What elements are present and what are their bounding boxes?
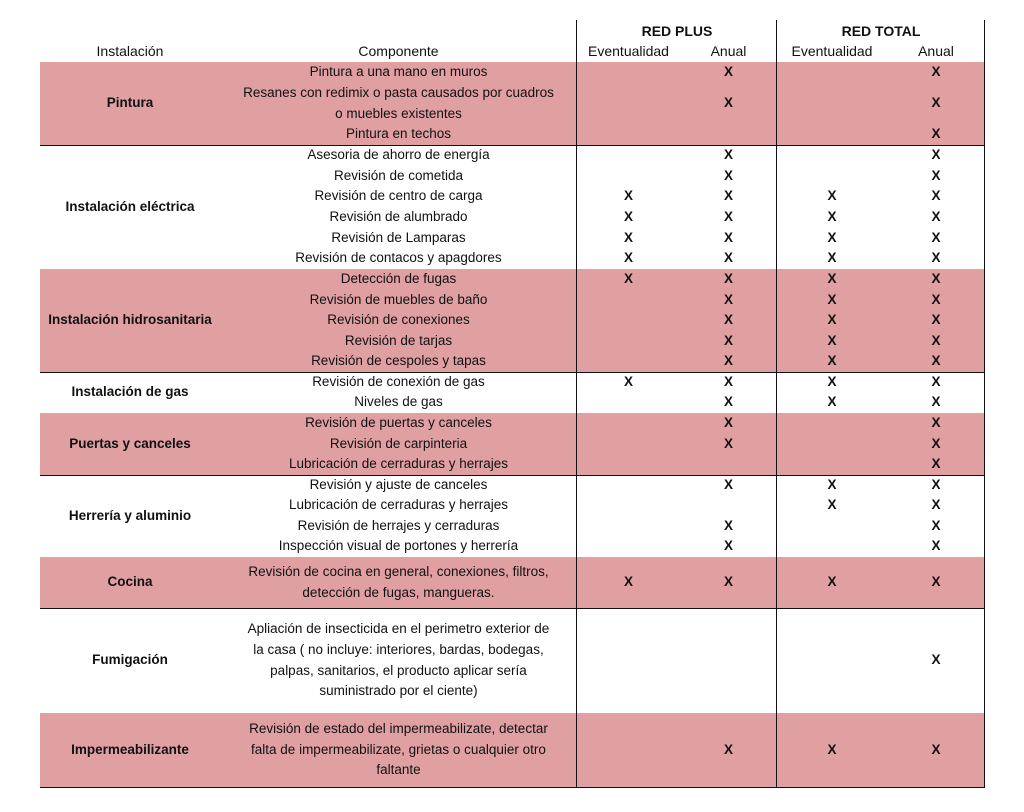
component-cell: Revisión de contacos y apagdores: [295, 250, 502, 266]
mark-cell: X: [931, 95, 941, 111]
mark-cell: X: [623, 373, 633, 389]
header-componente: Componente: [358, 42, 439, 59]
section-name: Herrería y aluminio: [68, 507, 192, 523]
mark-cell: [777, 537, 887, 558]
mark-cell: [577, 537, 680, 558]
mark-cell: X: [623, 188, 633, 204]
mark-cell: [577, 475, 680, 496]
section-name: Instalación hidrosanitaria: [48, 312, 212, 328]
mark-cell: X: [723, 64, 733, 80]
mark-cell: X: [931, 652, 941, 668]
component-cell: Lubricación de cerraduras y herrajes: [288, 497, 509, 513]
mark-cell: X: [723, 312, 733, 328]
mark-cell: [577, 166, 680, 187]
section-name: Impermeabilizante: [71, 741, 189, 757]
mark-cell: [777, 413, 887, 434]
mark-cell: X: [723, 394, 733, 410]
mark-cell: X: [723, 250, 733, 266]
component-cell: Pintura en techos: [345, 126, 452, 142]
column-rule: [576, 20, 577, 787]
mark-cell: X: [723, 538, 733, 554]
mark-cell: X: [931, 64, 941, 80]
component-cell: Revisión de estado del impermeabilizate, detectar falta de impermeabilizate, grietas o cualquier otro faltante: [249, 721, 548, 778]
mark-cell: [777, 124, 887, 145]
mark-cell: X: [931, 229, 941, 245]
component-cell: Lubricación de cerraduras y herrajes: [288, 456, 509, 472]
mark-cell: [577, 393, 680, 414]
mark-cell: X: [931, 476, 941, 492]
mark-cell: X: [723, 517, 733, 533]
mark-cell: X: [623, 229, 633, 245]
component-cell: Revisión de tarjas: [344, 332, 453, 348]
mark-cell: X: [931, 291, 941, 307]
mark-cell: X: [931, 147, 941, 163]
mark-cell: X: [723, 209, 733, 225]
mark-cell: [577, 713, 680, 787]
section-name: Instalación eléctrica: [65, 198, 195, 214]
mark-cell: X: [623, 271, 633, 286]
component-cell: Revisión de carpinteria: [329, 435, 468, 451]
mark-cell: X: [723, 167, 733, 183]
section-name: Pintura: [106, 95, 154, 111]
mark-cell: X: [723, 353, 733, 369]
component-cell: Revisión de cometida: [333, 167, 464, 183]
component-cell: Revisión de alumbrado: [329, 209, 468, 225]
mark-cell: X: [931, 415, 941, 431]
mark-cell: [680, 454, 777, 475]
mark-cell: [577, 62, 680, 83]
component-cell: Revisión de conexiones: [327, 312, 470, 328]
mark-cell: [577, 454, 680, 475]
mark-cell: [577, 496, 680, 517]
mark-cell: [577, 83, 680, 125]
mark-cell: X: [931, 538, 941, 554]
mark-cell: X: [723, 188, 733, 204]
header-eventualidad-plus: Eventualidad: [588, 42, 669, 59]
mark-cell: [577, 351, 680, 372]
section-name: Fumigación: [92, 652, 168, 668]
mark-cell: X: [827, 741, 837, 757]
mark-cell: X: [827, 209, 837, 225]
mark-cell: [577, 608, 680, 713]
mark-cell: X: [723, 95, 733, 111]
component-cell: Revisión de conexión de gas: [312, 373, 485, 389]
mark-cell: [577, 413, 680, 434]
mark-cell: X: [723, 271, 733, 286]
mark-cell: X: [827, 250, 837, 266]
mark-cell: [577, 145, 680, 166]
mark-cell: X: [723, 332, 733, 348]
mark-cell: [577, 516, 680, 537]
component-cell: Detección de fugas: [340, 271, 457, 286]
section-name: Puertas y canceles: [69, 435, 191, 451]
mark-cell: X: [827, 291, 837, 307]
mark-cell: X: [723, 435, 733, 451]
mark-cell: [680, 608, 777, 713]
section-name: Cocina: [107, 574, 153, 590]
mark-cell: [777, 516, 887, 537]
mark-cell: X: [827, 394, 837, 410]
mark-cell: X: [827, 353, 837, 369]
component-cell: Revisión y ajuste de canceles: [309, 476, 488, 492]
mark-cell: [680, 124, 777, 145]
mark-cell: X: [931, 209, 941, 225]
section-divider: [40, 787, 985, 788]
mark-cell: X: [623, 250, 633, 266]
mark-cell: [777, 608, 887, 713]
mark-cell: X: [931, 126, 941, 142]
mark-cell: X: [723, 415, 733, 431]
mark-cell: X: [931, 394, 941, 410]
component-cell: Inspección visual de portones y herrería: [278, 538, 519, 554]
mark-cell: X: [723, 741, 733, 757]
component-cell: Revisión de Lamparas: [331, 229, 466, 245]
mark-cell: [777, 454, 887, 475]
mark-cell: X: [827, 476, 837, 492]
mark-cell: X: [931, 332, 941, 348]
component-cell: Pintura a una mano en muros: [309, 64, 488, 80]
mark-cell: X: [931, 435, 941, 451]
mark-cell: X: [723, 476, 733, 492]
mark-cell: X: [931, 574, 941, 590]
mark-cell: X: [931, 497, 941, 513]
mark-cell: X: [931, 373, 941, 389]
column-rule: [984, 20, 985, 787]
component-cell: Resanes con redimix o pasta causados por cuadros o muebles existentes: [243, 84, 554, 121]
mark-cell: [577, 434, 680, 455]
mark-cell: X: [827, 332, 837, 348]
mark-cell: X: [827, 312, 837, 328]
header-red-total: RED TOTAL: [841, 22, 921, 39]
mark-cell: X: [623, 574, 633, 590]
mark-cell: [777, 145, 887, 166]
header-instalacion: Instalación: [96, 42, 164, 59]
component-cell: Asesoria de ahorro de energía: [307, 147, 490, 163]
mark-cell: X: [723, 147, 733, 163]
mark-cell: X: [931, 741, 941, 757]
component-cell: Revisión de centro de carga: [314, 188, 483, 204]
header-red-plus: RED PLUS: [641, 22, 713, 39]
mark-cell: X: [931, 456, 941, 472]
mark-cell: [777, 62, 887, 83]
mark-cell: X: [931, 312, 941, 328]
section-name: Instalación de gas: [71, 384, 189, 400]
mark-cell: [577, 310, 680, 331]
component-cell: Revisión de cespoles y tapas: [311, 353, 486, 369]
mark-cell: X: [827, 574, 837, 590]
mark-cell: [777, 434, 887, 455]
mark-cell: X: [723, 291, 733, 307]
mark-cell: X: [931, 353, 941, 369]
mark-cell: X: [931, 517, 941, 533]
component-cell: Revisión de muebles de baño: [309, 291, 488, 307]
column-rule: [776, 20, 777, 787]
mark-cell: [577, 331, 680, 352]
component-cell: Revisión de herrajes y cerraduras: [297, 517, 500, 533]
mark-cell: X: [931, 188, 941, 204]
mark-cell: X: [827, 497, 837, 513]
header-eventualidad-total: Eventualidad: [791, 42, 873, 59]
header-anual-plus: Anual: [710, 42, 747, 59]
component-cell: Revisión de puertas y canceles: [305, 415, 492, 431]
mark-cell: X: [931, 167, 941, 183]
mark-cell: X: [723, 574, 733, 590]
mark-cell: X: [723, 229, 733, 245]
mark-cell: [680, 496, 777, 517]
component-cell: Revisión de cocina en general, conexiones, filtros, detección de fugas, mangueras.: [248, 563, 549, 600]
mark-cell: [577, 290, 680, 311]
mark-cell: X: [623, 209, 633, 225]
mark-cell: X: [827, 271, 837, 286]
mark-cell: X: [931, 271, 941, 286]
header-anual-total: Anual: [918, 42, 954, 59]
component-cell: Apliación de insecticida en el perimetro exterior de la casa ( no incluye: interiores, bardas, bodegas, palpas, sanitarios, el producto aplicar sería suministrado por el ciente): [247, 621, 550, 699]
mark-cell: X: [827, 373, 837, 389]
mark-cell: X: [827, 188, 837, 204]
mark-cell: [777, 83, 887, 125]
mark-cell: [777, 166, 887, 187]
mark-cell: X: [723, 373, 733, 389]
mark-cell: X: [827, 229, 837, 245]
mark-cell: X: [931, 250, 941, 266]
mark-cell: [577, 124, 680, 145]
component-cell: Niveles de gas: [354, 394, 443, 410]
